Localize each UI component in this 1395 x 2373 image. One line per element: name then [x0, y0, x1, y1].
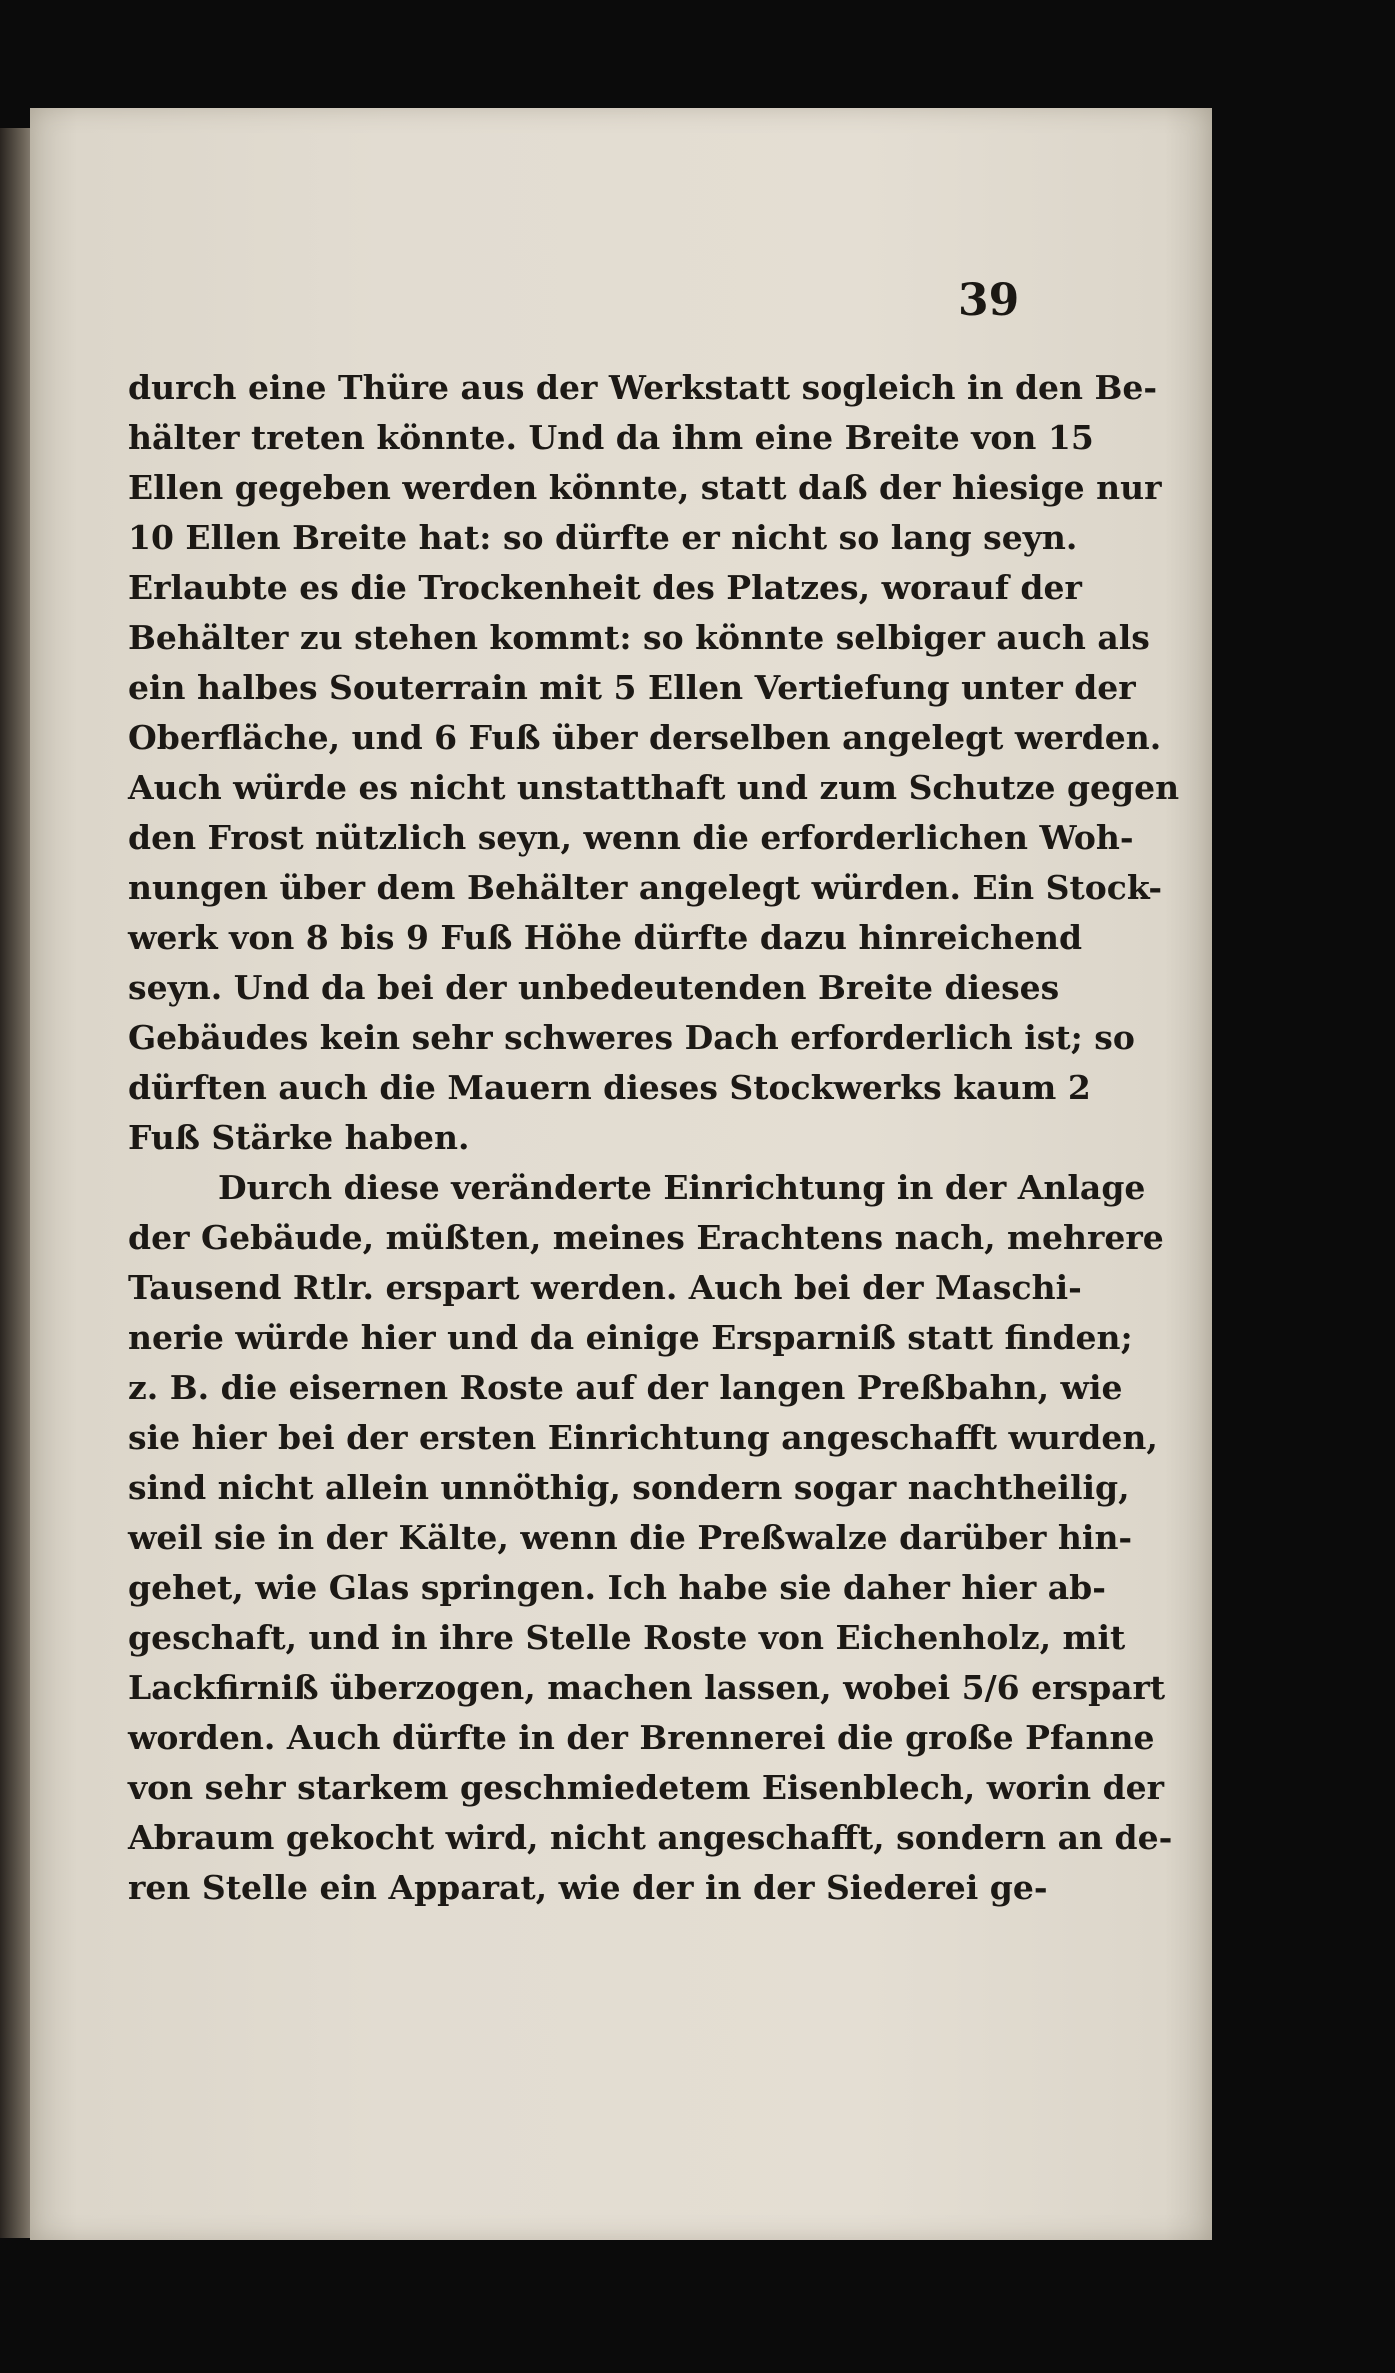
text-line: Ellen gegeben werden könnte, statt daß der hiesige nur — [128, 468, 1162, 507]
text-line: seyn. Und da bei der unbedeutenden Breite dieses — [128, 968, 1060, 1007]
text-line: Lackfirniß überzogen, machen lassen, wobei 5/6 erspart — [128, 1668, 1166, 1707]
text-line: weil sie in der Kälte, wenn die Preßwalze darüber hin- — [128, 1518, 1133, 1557]
text-line: sie hier bei der ersten Einrichtung angeschafft wurden, — [128, 1418, 1158, 1457]
text-line: 10 Ellen Breite hat: so dürfte er nicht so lang seyn. — [128, 518, 1078, 557]
text-line: Fuß Stärke haben. — [128, 1118, 470, 1157]
text-line: Erlaubte es die Trockenheit des Platzes, worauf der — [128, 568, 1082, 607]
text-line: Gebäudes kein sehr schweres Dach erforderlich ist; so — [128, 1018, 1135, 1057]
text-line: werk von 8 bis 9 Fuß Höhe dürfte dazu hinreichend — [128, 918, 1083, 957]
page-number: 39 — [958, 275, 1020, 326]
text-line: dürften auch die Mauern dieses Stockwerks kaum 2 — [128, 1068, 1091, 1107]
text-line: Abraum gekocht wird, nicht angeschafft, sondern an de- — [128, 1818, 1173, 1857]
text-line: nungen über dem Behälter angelegt würden. Ein Stock- — [128, 868, 1163, 907]
text-line: sind nicht allein unnöthig, sondern sogar nachtheilig, — [128, 1468, 1130, 1507]
text-line: ein halbes Souterrain mit 5 Ellen Vertiefung unter der — [128, 668, 1136, 707]
text-line: nerie würde hier und da einige Ersparniß statt finden; — [128, 1318, 1133, 1357]
text-line: der Gebäude, müßten, meines Erachtens nach, mehrere — [128, 1218, 1164, 1257]
text-line: durch eine Thüre aus der Werkstatt sogleich in den Be- — [128, 368, 1158, 407]
text-line: Oberfläche, und 6 Fuß über derselben angelegt werden. — [128, 718, 1162, 757]
text-line: gehet, wie Glas springen. Ich habe sie daher hier ab- — [128, 1568, 1106, 1607]
text-line: ren Stelle ein Apparat, wie der in der Siederei ge- — [128, 1868, 1048, 1907]
text-line: von sehr starkem geschmiedetem Eisenblech, worin der — [128, 1768, 1165, 1807]
text-line: Behälter zu stehen kommt: so könnte selbiger auch als — [128, 618, 1150, 657]
text-line: worden. Auch dürfte in der Brennerei die große Pfanne — [128, 1718, 1155, 1757]
previous-page-edge — [0, 128, 34, 2238]
text-line: den Frost nützlich seyn, wenn die erforderlichen Woh- — [128, 818, 1134, 857]
text-line: z. B. die eisernen Roste auf der langen Preßbahn, wie — [128, 1368, 1123, 1407]
text-line: Auch würde es nicht unstatthaft und zum Schutze gegen — [128, 768, 1180, 807]
body-text — [128, 363, 1180, 1913]
text-line: Durch diese veränderte Einrichtung in der Anlage — [218, 1168, 1146, 1207]
text-line: geschaft, und in ihre Stelle Roste von Eichenholz, mit — [128, 1618, 1126, 1657]
text-line: Tausend Rtlr. erspart werden. Auch bei der Maschi- — [128, 1268, 1082, 1307]
text-line: hälter treten könnte. Und da ihm eine Breite von 15 — [128, 418, 1094, 457]
